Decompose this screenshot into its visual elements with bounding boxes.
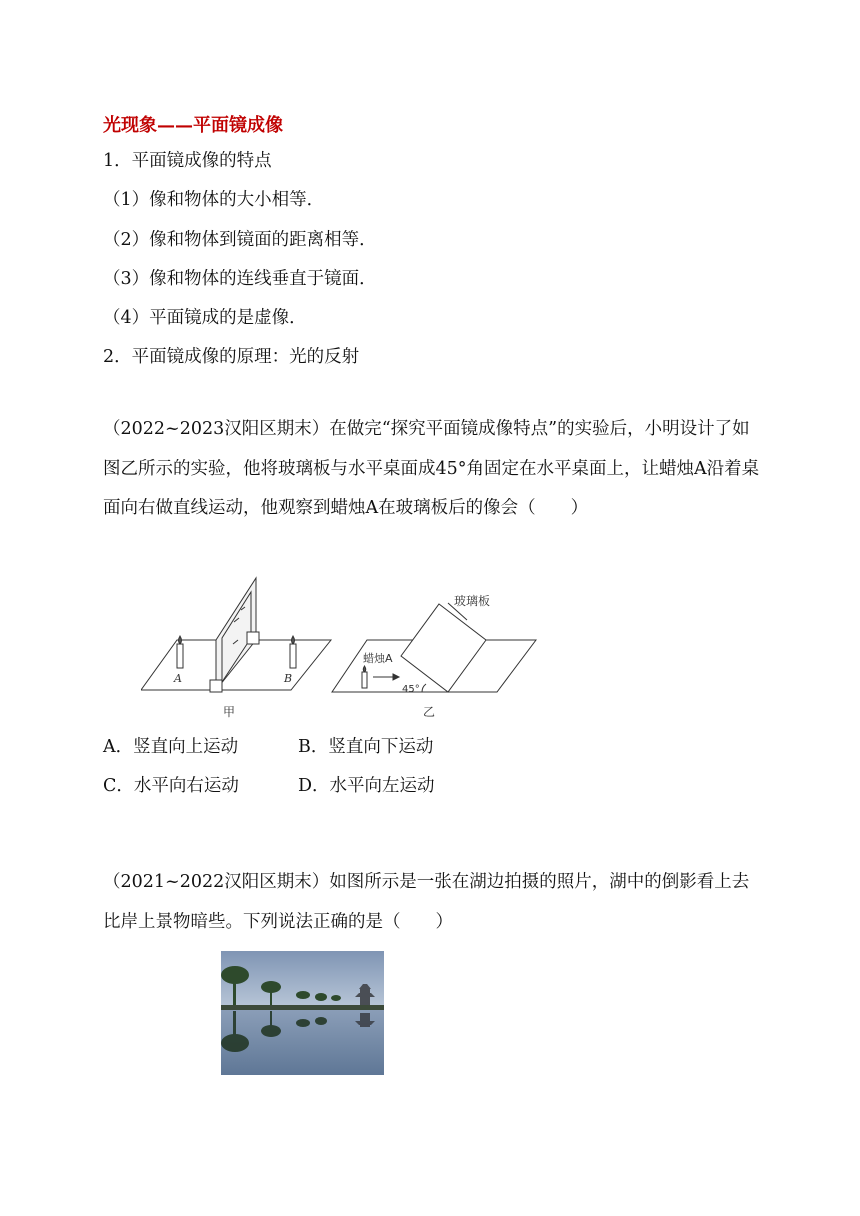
section-title: 光现象——平面镜成像 (103, 115, 283, 136)
flame-yi-icon (363, 666, 366, 672)
option-d[interactable]: D．水平向左运动 (298, 776, 435, 796)
point-1: 1．平面镜成像的特点 (103, 151, 272, 171)
angle-label: 45° (402, 684, 420, 695)
candle-a (177, 644, 183, 668)
candle-b (290, 644, 296, 668)
point-1-3: （3）像和物体的连线垂直于镜面． (103, 269, 377, 289)
lake-photo (221, 951, 384, 1075)
flame-b-icon (292, 636, 295, 644)
candle-a-yi (362, 672, 367, 688)
question-1-stem: （2022~2023汉阳区期末）在做完“探究平面镜成像特点”的实验后，小明设计了如图乙所示的实验，他将玻璃板与水平桌面成45°角固定在水平桌面上，让蜡烛A沿着桌面向右做直线运动，他观察到蜡烛A在玻璃板后的像会（ ） (103, 419, 760, 518)
label-b: B (284, 672, 293, 685)
point-1-2: （2）像和物体到镜面的距离相等． (103, 230, 377, 250)
option-b[interactable]: B．竖直向下运动 (298, 737, 434, 757)
caption-yi: 乙 (423, 705, 436, 719)
stand-bottom (210, 680, 222, 692)
candle-label: 蜡烛A (363, 652, 393, 665)
glass-plate-yi (401, 604, 486, 692)
figure-yi (332, 603, 536, 692)
point-1-1: （1）像和物体的大小相等． (103, 190, 325, 210)
glass-label: 玻璃板 (454, 594, 491, 608)
option-c[interactable]: C．水平向右运动 (103, 776, 239, 796)
flame-a-icon (179, 636, 182, 644)
point-1-4: （4）平面镜成的是虚像． (103, 308, 307, 328)
stand-top (247, 632, 259, 644)
angle-arc (422, 684, 426, 692)
question-2-stem: （2021~2022汉阳区期末）如图所示是一张在湖边拍摄的照片，湖中的倒影看上去比岸上景物暗些。下列说法正确的是（ ） (103, 872, 750, 932)
figure-jia (141, 578, 331, 692)
label-a: A (174, 672, 182, 685)
caption-jia: 甲 (223, 705, 236, 719)
question-1-figure (141, 574, 541, 726)
option-a[interactable]: A．竖直向上运动 (103, 737, 239, 757)
point-2: 2．平面镜成像的原理：光的反射 (103, 347, 360, 367)
